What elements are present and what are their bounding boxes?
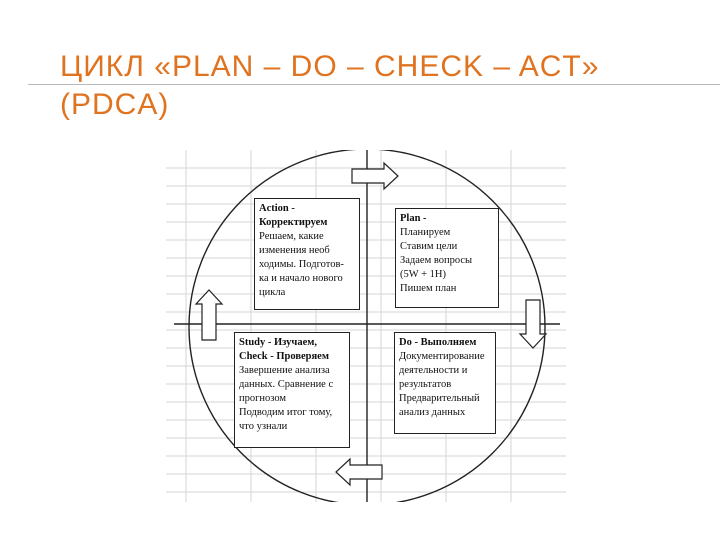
arrow-bottom-left-icon bbox=[336, 459, 382, 485]
action-line-2: Решаем, какие bbox=[259, 231, 324, 242]
background-grid bbox=[166, 150, 566, 502]
pdca-diagram bbox=[166, 150, 566, 502]
do-line-5: анализ данных bbox=[399, 407, 466, 418]
plan-title: Plan - bbox=[400, 213, 427, 224]
quadrant-study bbox=[234, 332, 350, 448]
action-line-6: цикла bbox=[259, 287, 286, 298]
arrow-top-right-icon bbox=[352, 163, 398, 189]
slide-title bbox=[60, 48, 700, 124]
title-line-1: ЦИКЛ «PLAN – DO – CHECK – ACT» bbox=[60, 50, 600, 83]
do-line-1: Документирование bbox=[399, 351, 485, 362]
action-line-3: изменения необ bbox=[259, 245, 330, 256]
plan-line-2: Ставим цели bbox=[400, 241, 458, 252]
plan-line-1: Планируем bbox=[400, 227, 451, 238]
study-line-2: Завершение анализа bbox=[239, 365, 330, 376]
arrow-left-up-icon bbox=[196, 290, 222, 340]
plan-line-3: Задаем вопросы bbox=[400, 255, 473, 266]
plan-line-4: (5W + 1H) bbox=[400, 269, 446, 280]
study-line-3: данных. Сравнение с bbox=[239, 379, 334, 390]
study-line-1: Check - Проверяем bbox=[239, 351, 329, 362]
study-line-4: прогнозом bbox=[239, 393, 287, 404]
plan-line-5: Пишем план bbox=[400, 283, 457, 294]
study-title: Study - Изучаем, bbox=[239, 337, 318, 348]
action-title: Action - bbox=[259, 203, 295, 214]
action-line-5: ка и начало нового bbox=[259, 273, 343, 284]
action-line-1: Корректируем bbox=[259, 217, 328, 228]
study-line-6: что узнали bbox=[239, 421, 288, 432]
quadrant-do bbox=[394, 332, 496, 434]
do-line-4: Предварительный bbox=[399, 393, 480, 404]
do-title: Do - Выполняем bbox=[399, 337, 477, 348]
quadrant-plan bbox=[395, 208, 499, 308]
action-line-4: ходимы. Подготов- bbox=[259, 259, 344, 270]
diagram-canvas bbox=[166, 150, 566, 502]
do-line-2: деятельности и bbox=[399, 365, 468, 376]
study-line-5: Подводим итог тому, bbox=[239, 407, 333, 418]
do-line-3: результатов bbox=[399, 379, 452, 390]
title-line-2: (PDCA) bbox=[60, 88, 170, 121]
quadrant-action bbox=[254, 198, 360, 310]
